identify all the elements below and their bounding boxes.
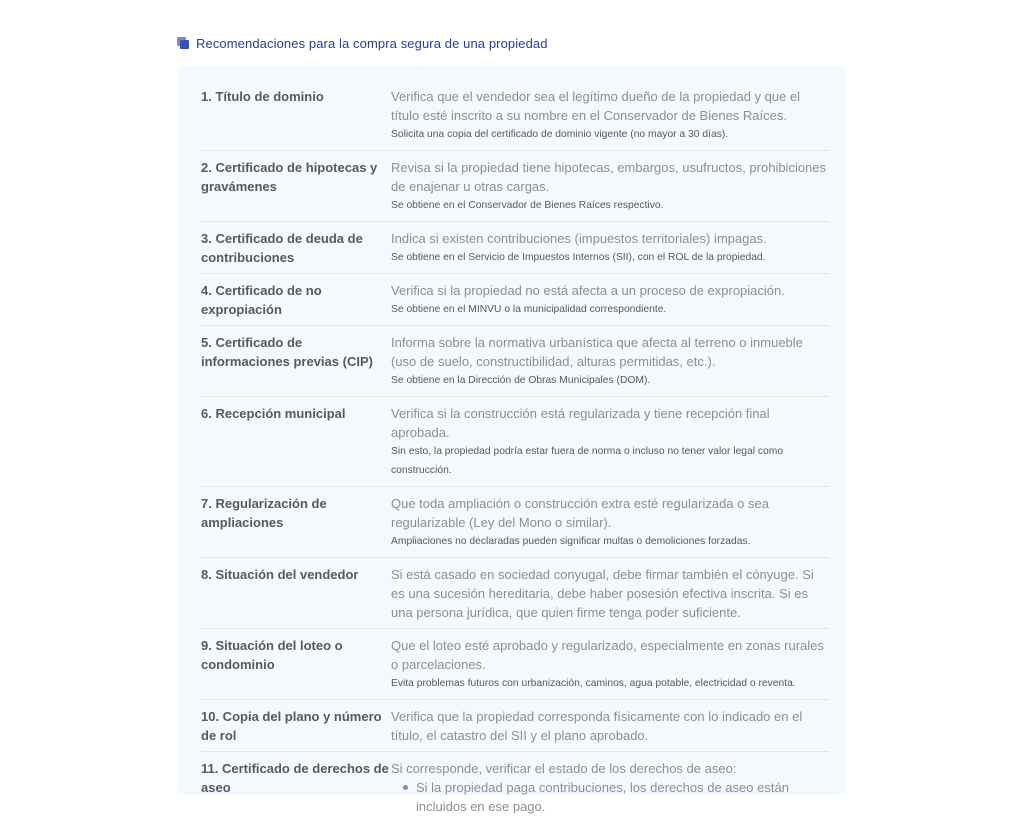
recommendation-row xyxy=(201,629,829,700)
recommendation-description: Que toda ampliación o construcción extra esté regularizada o sea regularizable (Ley del Mono o similar). xyxy=(391,496,769,530)
recommendation-body xyxy=(391,158,829,215)
recommendation-title: 1. Título de dominio xyxy=(201,89,324,104)
recommendation-note: Se obtiene en el Conservador de Bienes Raíces respectivo. xyxy=(391,200,664,211)
recommendation-body xyxy=(391,565,829,622)
recommendation-note: Ampliaciones no declaradas pueden significar multas o demoliciones forzadas. xyxy=(391,536,751,547)
recommendation-body xyxy=(391,333,829,390)
recommendation-row xyxy=(201,558,829,629)
recommendation-body xyxy=(391,759,829,816)
recommendation-note: Se obtiene en el Servicio de Impuestos Internos (SII), con el ROL de la propiedad. xyxy=(391,252,766,263)
bullet-item: Si la propiedad paga contribuciones, los derechos de aseo están incluidos en ese pago. xyxy=(401,778,829,816)
recommendation-body xyxy=(391,404,829,480)
recommendation-body xyxy=(391,281,829,319)
bullet-list xyxy=(391,778,829,816)
recommendation-title: 3. Certificado de deuda de contribuciones xyxy=(201,231,363,265)
recommendation-title: 10. Copia del plano y número de rol xyxy=(201,709,382,743)
recommendation-note: Se obtiene en la Dirección de Obras Municipales (DOM). xyxy=(391,375,651,386)
recommendation-row xyxy=(201,82,829,151)
recommendation-row xyxy=(201,326,829,397)
recommendation-row xyxy=(201,700,829,752)
recommendation-description: Verifica que el vendedor sea el legítimo dueño de la propiedad y que el título esté inscrito a su nombre en el Conservador de Bienes Raíces. xyxy=(391,89,801,123)
recommendation-row xyxy=(201,397,829,487)
recommendation-description: Si está casado en sociedad conyugal, debe firmar también el cónyuge. Si es una sucesión hereditaria, debe haber posesión efectiva inscrita. Si es una persona jurídica, que quien firme tenga poder suficiente. xyxy=(391,567,814,620)
recommendation-row xyxy=(201,274,829,326)
recommendation-body xyxy=(391,87,829,144)
recommendation-note: Solicita una copia del certificado de dominio vigente (no mayor a 30 días). xyxy=(391,129,729,140)
recommendation-description: Revisa si la propiedad tiene hipotecas, embargos, usufructos, prohibiciones de enajenar u otras cargas. xyxy=(391,160,827,194)
recommendation-title: 6. Recepción municipal xyxy=(201,406,346,421)
recommendation-title: 8. Situación del vendedor xyxy=(201,567,359,582)
recommendation-row xyxy=(201,487,829,558)
recommendation-title: 4. Certificado de no expropiación xyxy=(201,283,322,317)
recommendation-body xyxy=(391,494,829,551)
recommendation-row xyxy=(201,222,829,274)
recommendation-description: Verifica si la propiedad no está afecta a un proceso de expropiación. xyxy=(391,283,785,298)
recommendation-description: Indica si existen contribuciones (impuestos territoriales) impagas. xyxy=(391,231,767,246)
recommendation-body xyxy=(391,229,829,267)
section-header xyxy=(177,36,548,51)
stacked-squares-icon xyxy=(177,37,190,50)
recommendation-description: Si corresponde, verificar el estado de los derechos de aseo: xyxy=(391,761,737,776)
recommendation-description: Que el loteo esté aprobado y regularizado, especialmente en zonas rurales o parcelaciones. xyxy=(391,638,824,672)
recommendation-title: 7. Regularización de ampliaciones xyxy=(201,496,327,530)
recommendation-title: 5. Certificado de informaciones previas (CIP) xyxy=(201,335,373,369)
recommendation-note: Evita problemas futuros con urbanización, caminos, agua potable, electricidad o reventa. xyxy=(391,678,796,689)
section-title: Recomendaciones para la compra segura de una propiedad xyxy=(196,36,548,51)
recommendation-description: Verifica que la propiedad corresponda físicamente con lo indicado en el título, el catastro del SII y el plano aprobado. xyxy=(391,709,803,743)
recommendation-row xyxy=(201,752,829,822)
recommendation-title: 9. Situación del loteo o condominio xyxy=(201,638,343,672)
recommendation-title: 11. Certificado de derechos de aseo xyxy=(201,761,389,795)
recommendations-card xyxy=(177,65,847,814)
recommendation-note: Se obtiene en el MINVU o la municipalidad correspondiente. xyxy=(391,304,667,315)
recommendation-description: Verifica si la construcción está regularizada y tiene recepción final aprobada. xyxy=(391,406,770,440)
recommendation-row xyxy=(201,151,829,222)
recommendation-body xyxy=(391,636,829,693)
recommendation-note: Sin esto, la propiedad podría estar fuera de norma o incluso no tener valor legal como construcción. xyxy=(391,446,784,476)
recommendation-body xyxy=(391,707,829,745)
recommendation-description: Informa sobre la normativa urbanística que afecta al terreno o inmueble (uso de suelo, constructibilidad, alturas permitidas, etc.). xyxy=(391,335,803,369)
recommendation-title: 2. Certificado de hipotecas y gravámenes xyxy=(201,160,378,194)
